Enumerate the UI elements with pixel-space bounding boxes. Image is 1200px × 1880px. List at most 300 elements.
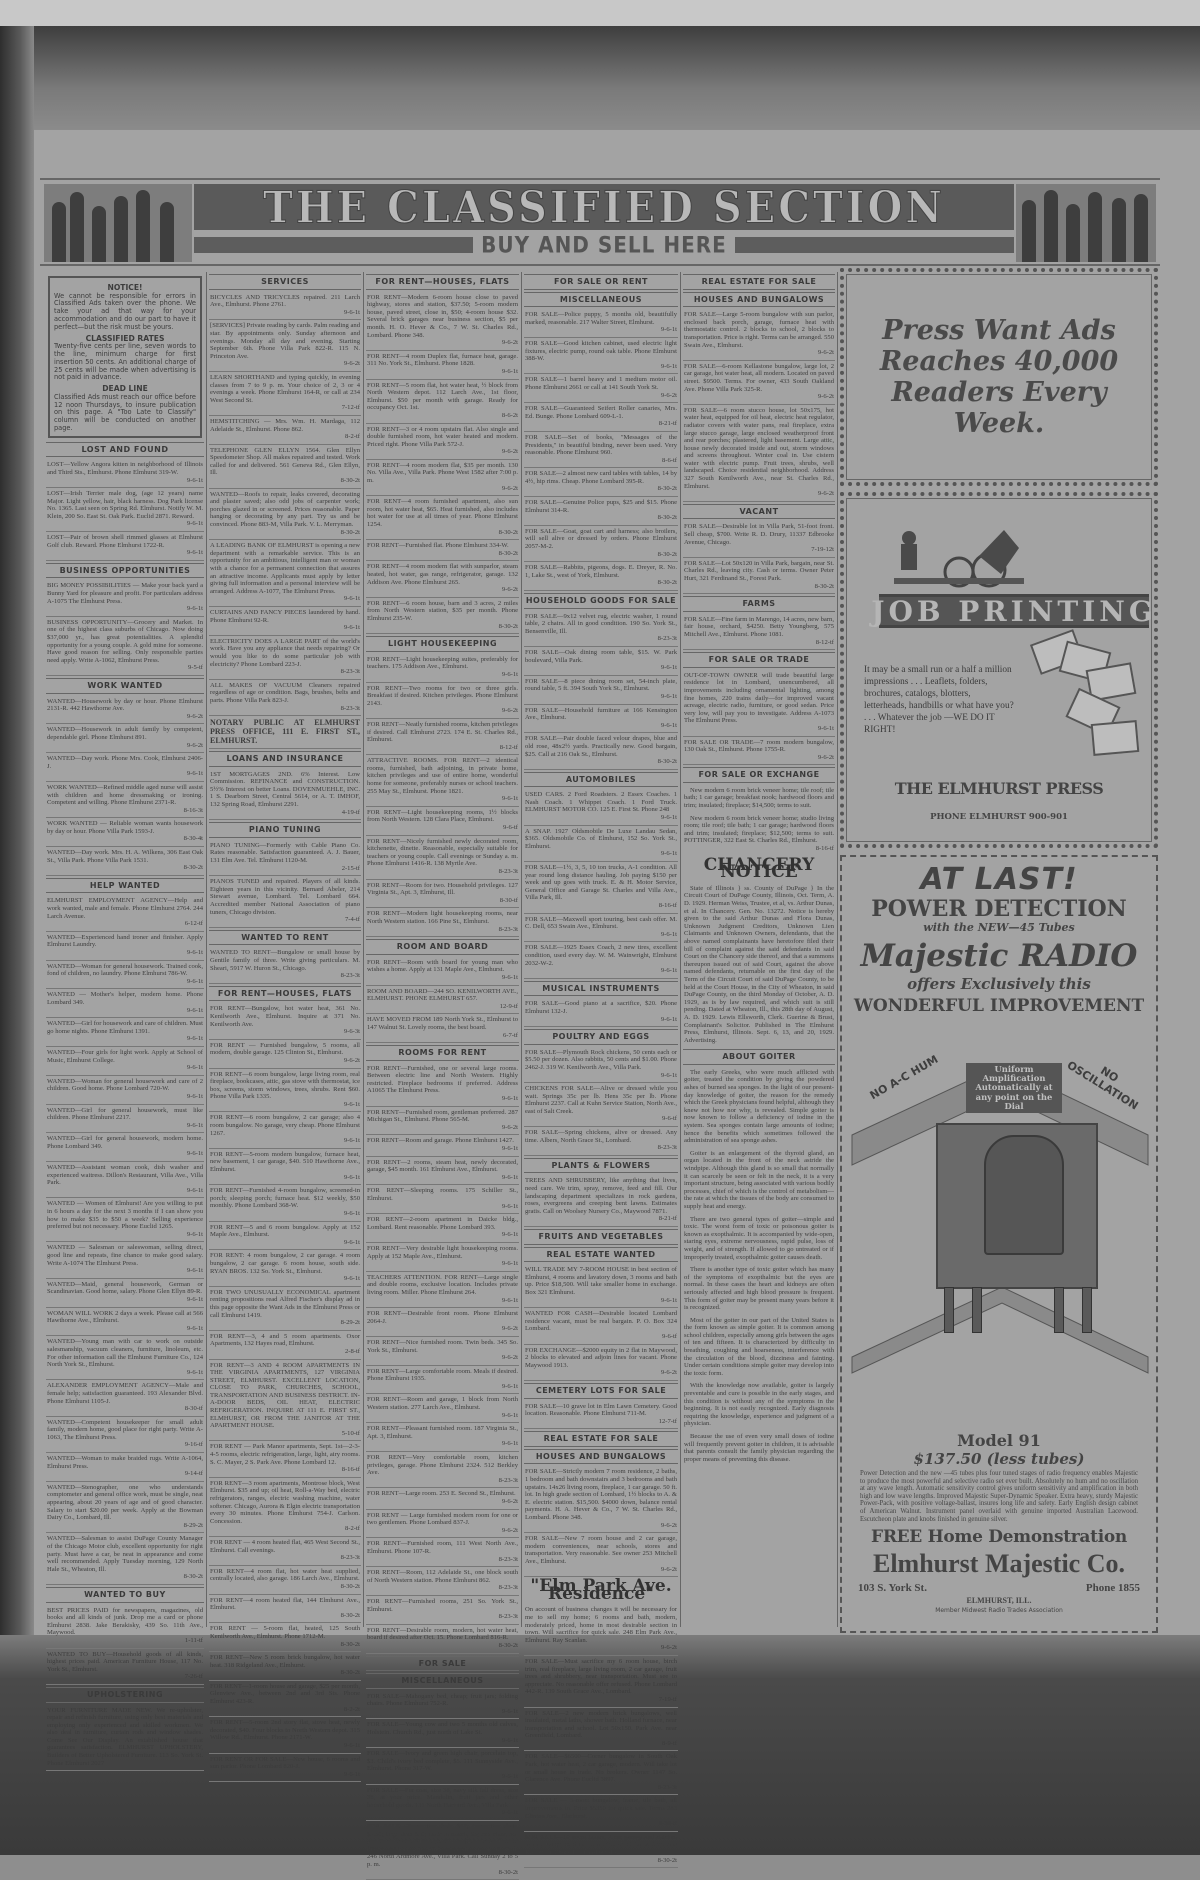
column-2 [209,272,361,1778]
majestic-brand: Majestic RADIO [860,938,1138,974]
ad-run-code: 9-6-1t [186,605,203,613]
ad-text: FOR SALE—Good piano at a sacrifice, $20. Phone Elmhurst 132-J. [525,1000,677,1015]
ad-run-code: 9-6-1t [186,1092,203,1100]
ad-text: FOR SALE—Strictly modern 7 room residence, 2 baths, 1 bedroom and bath downstairs and 3 bedrooms and bath upstairs. 14x26 living room, fireplace, 1 car garage. 50 ft. lot. In high grade section of Lombard, 1½ blocks to A. & E. electric station. $15,500. $4000 down, balance rental payments. H. A. Hever & Co., 7 W. St. Charles Rd., Lombard. Phone 348. [525,1468,677,1522]
ad-run-code: 9-6-1t [186,1064,203,1072]
classified-ad [683,737,835,766]
ad-text: FOR RENT—Furnished rooms, 251 So. York St., Elmhurst. [367,1597,518,1613]
ad-text: WANTED—Woman to make braided rugs. Write A-1064, Elmhurst Press. [47,1455,203,1470]
ad-text: FOR TWO UNUSUALLY ECONOMICAL apartment renting propositions read Alfred Fischer's display ad in this page opposite the Want Ads in the Elmhurst Press or call Elmhurst 1419. [210,1288,360,1319]
ad-run-code: 8-30-2t [183,864,203,872]
ad-text: FOR SALE—Typewriter desk, $12; typewriter chair, $2.50; large desk $20; chair to match, $5; cod chair, $6; gas steam heater, $10; rugs, $12 to $25; picture frames; kitchen cabinet, $10; window screens, etc. R. E. Wall, 246 North Ardmore Ave., Villa Park. Call Sunday 2 to 5 p. m. [367,1823,518,1868]
classified-ad [366,1214,519,1243]
classified-ad [524,1795,678,1831]
section-heading: PLANTS & FLOWERS [524,1158,678,1174]
ad-run-code: 7-19-tf [658,1695,677,1703]
ad-text: FOR RENT—Room and garage, 1 block from North Western station. 277 Larch Ave., Elmhurst. [367,1396,518,1412]
section-heading: PIANO TUNING [209,822,361,838]
ad-text: The early Greeks, who were much afflicted with goiter, treated the condition by giving the powdered ashes of burned sea sponges. In the light of our present-day knowledge of goiter, the reason for the remedy which the Greek physicians found helpful, although they knew not how nor why, is revealed. Simple goiter is now known to follow a deficiency of iodine in the system. Sea sponges contain large amounts of iodine; hence the benefits which sometimes followed the administration of sea sponge ashes. [684,1068,834,1145]
ad-text: FOR SALE—8 piece dining room set, 54-inch plate, round table, 5 ft. 394 South York St., Elmhurst. [525,677,677,693]
classified-ad [209,1441,361,1477]
ad-run-code: 9-6-1t [186,1230,203,1238]
ad-text: WANTED—Experienced hand ironer and finisher. Apply Elmhurst Laundry. [47,933,203,949]
classified-ad [46,724,204,753]
ad-text: BIG MONEY POSSIBILITIES — Make your back yard a Bunny Yard for pleasure and profit. For particulars address A-1075 The Elmhurst Press. [47,582,203,605]
classified-ad [683,1214,835,1265]
ad-run-code: 9-6-1t [186,520,203,528]
radio-illustration [852,1052,1148,1417]
ad-text: FOR RENT—Desirable front room. Phone Elmhurst 2064-J. [367,1310,518,1325]
ad-run-code: 9-6-1t [501,1296,518,1304]
ad-text: FOR RENT — Large furnished modern room for one or two gentlemen. Phone Lombard 837-J. [367,1511,518,1527]
ad-run-code: 12-9-tf [499,1002,518,1010]
ad-run-code: 8-30-tf [499,896,518,904]
classified-ad [524,403,678,432]
classified-ad [524,338,678,374]
classified-ad [366,1272,519,1308]
ad-text: FOR RENT—Nice furnished room. Twin beds. 345 So. York St., Elmhurst. [367,1338,518,1354]
ad-text: WANTED—Stenographer, one who understands comptometer and general office work, must be single, neat appearing, about 20 years of age and of good character. Salary to start $20.00 per week. Apply at the Bowman Dairy Co., Lombard, Ill. [47,1483,203,1522]
ad-run-code: 7-4-tf [344,916,360,924]
ad-run-code: 8-23-3t [498,1555,518,1563]
ad-text: FOR RENT—4 room flat, hot water heat supplied, centrally located, also garage. 186 Larch Ave., Elmhurst. [210,1567,360,1583]
classified-ad [46,782,204,818]
ad-text: FOR RENT — Furnished bungalow, 5 rooms, all modern, double garage. 125 Clinton St., Elmhurst. [210,1041,360,1057]
classified-ad [209,1112,361,1148]
figures-illustration-left [44,184,192,262]
ad-run-code: 6-12-tf [184,920,203,928]
classified-ad [46,818,204,847]
ad-text: WANTED—Housework in adult family by competent, dependable girl. Phone Elmhurst 891. [47,726,203,741]
ad-text: FOR RENT—6 room house, barn and 3 acres, 2 miles from North Western station, $35 per month. Phone Elmhurst 235-W. [367,599,518,622]
classified-ad [209,1149,361,1185]
classified-ad [46,753,204,782]
classified-ad [209,840,361,876]
ad-text: FOR RENT—Furnished flat. Phone Elmhurst 334-W. [367,542,509,550]
ad-text: FOR RENT—6 room bungalow, large living room, real fireplace, bookcases, attic, gas stove with thermostat, ice box, screens, storm windows, trees, shrubs. Rent $60. Phone Villa Park 1335. [210,1070,360,1101]
ad-run-code: 9-6-1t [660,1296,677,1304]
ad-run-code: 9-6-1t [501,1736,518,1744]
classified-ad [366,1185,519,1214]
ad-text: YOUR FURNITURE MADE NEW. We re-upholster, repair and refinish furniture, using only best materials and employing only experienced and skilled workmen. We also deal in furniture, curtain rods and window shades. Come See Our Display. An established house that guarantees satisfaction. ELMHURST UPHOLSTERY, Builders of Better Upholstered Furniture. 113 So. York St. Phone Elmhurst 2027 [47,1706,203,1767]
ad-text: ATTRACTIVE ROOMS. FOR RENT—2 identical rooms, furnished, bath adjoining, in private home, kitchen privileges and use of entire home, wonderful home for someone, preferably nurses or school teachers. 255 May St., Elmhurst. Phone 1821. [367,757,518,795]
classified-ad [366,654,519,683]
ad-run-code: 8-29-2t [183,1521,203,1529]
classified-ad [46,459,204,488]
ad-run-code: 9-6-2t [501,707,518,715]
ad-text: FOR SALE—Pair double faced velour drapes, blue and old rose, 48x2½ yards. Practically new. Good bargain, $25. Call at 216 Oak St., Elmhurst. [525,735,677,758]
masthead-title-box [194,181,1014,233]
classified-ad [524,1308,678,1344]
classified-ad [46,1047,204,1076]
ad-text: FOR SALE—6-room Kellastone bungalow, large lot, 2 car garage, hot water heat, all modern. Located on paved street. $9500. Terms. For owner, 433 South Oakland Ave. Phone Villa Park 325-R. [684,362,834,393]
ad-text: FOR SALE—2 almost new card tables with tables, 14 by 4½, hip rims. Cheap. Phone Lombard 395-R. [525,470,677,485]
ad-run-code: 9-6-1t [501,1707,518,1715]
ad-run-code: 8-30-2t [340,1582,360,1590]
section-heading: BUSINESS OPPORTUNITIES [46,563,204,579]
ad-text: HEMSTITCHING — Mrs. Wm. H. Mardaga, 112 Adelaide St., Elmhurst. Phone 862. [210,417,360,433]
ad-text: Because the use of even very small doses of iodine will frequently prevent goiter in children, it is advisable that parents consult the family physician regarding the proper means of preventing this disease. [684,1433,834,1463]
ad-run-code: 12-7-tf [658,1417,677,1425]
ad-text: FOR RENT—Furnished, one or several large rooms. Between electric line and North Western. Highly restricted. Fireplace bedrooms if preferred. Address A1065 The Elmhurst Press. [367,1064,518,1095]
ad-text: State of Illinois } ss. County of DuPage } In the Circuit Court of DuPage County, Illinois, Oct. Term, A. D. 1929. Herman Weiss, Trustee, et al, vs. Arthur Dunas, et al. In Chancery. Gen. No. 13272. Notice is hereby given to the said Arthur Dunas and Flora Dunas, Unknown Judgment Creditors, Unknown Lien Claimants and Unknown Owners, defendants, that the above named complainants have heretofore filed their bill of complaint against the said defendants in said Court on the Chancery side thereof, and that a summons thereupon issued out of said Court, against the above named defendants, returnable on the first day of the Term of the Circuit Court of said DuPage County, to be held at the Court House, in the City of Wheaton, in said DuPage County, on the third Monday of October, A. D. 1929, as is by law required, and which suit is still pending. Dated at Wheaton, Ill., this 28th day of August, A. D. 1929. Lewis Ellsworth, Clerk. Guerine & Brust, Complainant's Solicitor. Published in The Elmhurst Press, Elmhurst, Illinois. Sept. 6, 13, and 20, 1929. Advertising. [684,884,834,1044]
dealer-membership: Member Midwest Radio Trades Association [935,1607,1063,1615]
classified-ad [209,1003,361,1039]
ad-text: TEACHERS ATTENTION. FOR RENT—Large single and double rooms, exclusive location. Includes private living room. Miller. Phone Elmhurst 264. [367,1273,518,1296]
section-heading: FRUITS AND VEGETABLES [524,1229,678,1245]
ad-text: FOR RENT—Room for two. Household privileges. 127 Virginia St., Apt. 3, Elmhurst, Ill. [367,881,518,897]
classified-ad [366,540,519,561]
ad-run-code: 8-21-tf [658,420,677,428]
ad-run-code: 8-23-3t [498,1584,518,1592]
ad-text: FOR SALE—6 room stucco house, lot 50x175, hot water heat, equipped for oil heat, electric heat regulator, radiator covers with water pans, real fireplace, extra large stucco garage, large enclosed weatherproof front and rear porches; plastered, light basement. Large attic, house newly decorated inside and out, storm windows and screens throughout. Winter coal in. Use cistern water with electric pump. Fruit trees, shrubs, well landscaped. Choice residential neighborhood. Address 327 South Kenilworth Ave., near St. Charles Rd., Elmhurst. [684,406,834,490]
ad-text: FOR SALE—Rabbits, pigeons, dogs. E. Dreyer, R. No. 1, Lake St., west of York, Elmhurst. [525,564,677,579]
ad-text: FOR RENT—2-room apartment in Daicke bldg., Lombard. Rent reasonable. Phone Lombard 393. [367,1216,518,1231]
ad-text: FOR RENT—Modern 6-room house close to paved highway, stores and station, $37.50; 5-room modern house, paved street, close in, $50; 4-room house $32. Several brick garages near business section, $5 per month. H. O. Hever & Co., 7 W. St. Charles Rd., Lombard. Phone 348. [367,293,518,339]
ad-run-code: 9-6-1t [186,1267,203,1275]
ad-run-code: 8-6-tf [661,456,677,464]
classified-ad [209,947,361,983]
ad-text: FOR RENT—Modern light housekeeping rooms, near North Western station. 166 Pine St., Elmhurst. [367,910,518,925]
ad-text: PIANO TUNING—Formerly with Cable Piano Co. Rates reasonable. Satisfaction guaranteed. A. J. Bauer, 131 Elm Ave. Tel. Elmhurst 1120-M. [210,841,360,865]
radio-cabinet [936,1123,1098,1289]
ad-improvement-line: WONDERFUL IMPROVEMENT [853,996,1145,1016]
ad-offers-line: offers Exclusively this [907,975,1091,993]
ad-run-code: 8-23-3t [498,1476,518,1484]
ad-text: FOR RENT—Large comfortable room. Meals if desired. Phone Elmhurst 1935. [367,1367,518,1383]
classified-ad [524,1175,678,1227]
section-heading: HELP WANTED [46,878,204,894]
ad-run-code: 8-30-2t [340,1611,360,1619]
ad-text: FOR RENT—Furnished 4-room bungalow, screened-in porch; sleeping porch; furnace heat. $12 weekly, $50 monthly. Phone Lombard 368-W. [210,1187,360,1210]
ad-run-code: 9-6-1t [343,1173,360,1181]
ad-run-code: 1-11-tf [184,1636,203,1644]
classified-ad [683,1264,835,1315]
promo-line: Readers Every [891,377,1107,408]
classified-ad [524,1656,678,1708]
classified-ad [366,1157,519,1186]
ad-run-code: 9-6-2t [501,1325,518,1333]
ad-text: TREES AND SHRUBBERY, like anything that lives, need care. We trim, spray, remove, feed and fill. Our landscaping department specializes in rock gardens, roses, evergreens and creeping bent lawns. Estimates gratis. Call on Woolsey Nursery Co., Maywood 7871. [525,1177,677,1215]
ad-text: [SERVICES] Private reading by cards. Palm reading and star. By appointments only. Sunday afternoon and evenings. Monday all day and evening. Starting September 6th. Phone Villa Park 822-R. 115 N. Princeton Ave. [210,322,360,360]
classified-ad [524,1832,678,1868]
ad-run-code: 9-6-1t [501,1411,518,1419]
classified-ad [366,1488,519,1509]
section-heading: WANTED TO RENT [209,930,361,946]
classified-ad [209,607,361,636]
ad-text: FOR SALE—Lot 50x120 in Villa Park, bargain, near St. Charles Rd., leaving city. Cash or terms. Owner Peter Hurt, 321 Ferdinand St., Forest Park. [684,559,834,582]
ad-run-code: 9-6-2t [817,349,834,357]
classified-ad [46,989,204,1018]
classified-ad [46,895,204,931]
ad-run-code: 9-6-1t [186,476,203,484]
classified-ad [524,998,678,1027]
ad-text: A SNAP. 1927 Oldsmobile De Luxe Landau Sedan, $365. Oldsmobile Co. of Elmhurst, 152 So. York St., Elmhurst. [525,827,677,850]
ad-run-code: 9-6-1t [186,1186,203,1194]
majestic-radio-ad [840,855,1158,1633]
ad-run-code: 9-6-1t [343,1742,360,1750]
ad-text: FOR SALE—Must sacrifice my 6 room house, birch trim, real fireplace, large living room, 2 car garage, fruit trees and shrubbery, near transportation. Must see to appreciate. No reasonable offer refused. Phone Lombard 442-R. 139 South Grace Ave., Lombard. [525,1657,677,1696]
scan-margin-top [0,0,1200,26]
section-heading: HOUSES AND BUNGALOWS [524,1449,678,1465]
classified-ad [524,942,678,978]
classified-ad [209,1069,361,1113]
ad-run-code: 4-19-tf [341,808,360,816]
classified-ad [46,1133,204,1162]
column-5 [683,272,835,1632]
classified-ad [366,836,519,880]
uniform-amplification-box: Uniform Amplification Automatically at any point on the Dial [966,1063,1062,1113]
ad-run-code: 8-29-2t [340,1319,360,1327]
ad-text: FOR SALE—Police puppy, 5 months old, beautifully marked, reasonable. 217 Walter Street, Elmhurst. [525,311,677,326]
classified-ad [46,1649,204,1685]
classified-ad [46,1453,204,1482]
ad-text: WANTED — Mother's helper, modern home. Phone Lombard 349. [47,991,203,1006]
ad-text: FOR SALE—Maxwell sport touring, best cash offer. M. C. Dell, 653 Swain Ave., Elmhurst. [525,915,677,931]
classified-ad [209,1287,361,1331]
ad-run-code: 8-16-tf [341,1466,360,1474]
ad-text: CURTAINS AND FANCY PIECES laundered by hand. Phone Elmhurst 92-R. [210,608,360,624]
model-price: $137.50 (less tubes) [913,1450,1085,1468]
section-heading: ROOMS FOR RENT [366,1045,519,1061]
classified-ad [46,1482,204,1534]
section-heading: FOR SALE OR EXCHANGE [683,767,835,783]
classified-ad [366,1243,519,1272]
ad-run-code: 9-6-1t [660,362,677,370]
section-heading: AUTOMOBILES [524,772,678,788]
section-heading: FOR SALE OR TRADE [683,652,835,668]
ad-run-code: 9-6-1t [501,1145,518,1153]
section-heading: FOR RENT—HOUSES, FLATS [366,274,519,290]
classified-ad [209,636,361,680]
classified-ad [209,1754,361,1783]
notice-text: We cannot be responsible for errors in Classified Ads taken over the phone. We take your ad that way for your accommodation and do our part to have it perfect—but the risk must be yours. [54,291,196,331]
ad-text: FOR RENT—3, 4 and 5 room apartments. Oxor Apartments, 132 Hayes road, Elmhurst. [210,1332,360,1348]
ad-text: FOR SALE—1925 Essex Coach, 2 new tires, excellent condition, used every day. W. M. Wainwright, Elmhurst 2032-W-2. [525,944,677,967]
ad-text: FOR RENT—Light housekeeping rooms, 1½ blocks from North Western. 128 Clara Place, Elmhurst. [367,808,518,824]
ad-run-code: 8-30-2t [498,1641,518,1649]
classified-ad [366,351,519,380]
classified-ad [366,683,519,719]
ad-run-code: 9-6-1t [660,1071,677,1079]
classified-ad [366,1107,519,1136]
ad-text: ALL MAKES OF VACUUM Cleaners repaired regardless of age or condition. Bags, brushes, belts and parts. Phone Villa Park 823-J. [210,681,360,704]
model-description: Power Detection and the new —45 tubes plus four tuned stages of radio frequency enables Majestic to produce the most powerful and selective radio set ever built. Absolutely no hum and no oscillation at any wave length. Automatic sensitivity control gives uniform sensitivity and amplification in both high and low wave lengths. Improved Majestic Super-Dynamic Speaker. Extra heavy, sturdy Majestic Power-Pack, with positive voltage-ballast, insures long life and safety. Early English design cabinet of American Walnut. Instrument panel overlaid with genuine imported Australian Lacewood. Escutcheon plate and knobs finished in genuine silver. [860,1470,1138,1523]
section-heading: WANTED TO BUY [46,1587,204,1603]
ad-run-code: 9-6-2t [501,339,518,347]
ad-text: FOR RENT—4 room modern flat with sunparlor, steam heated, hot water, gas range, refrigerator, garage. 132 Addison Ave. Phone Elmhurst 265. [367,563,518,586]
classified-ad [366,1366,519,1395]
classified-ad [366,1596,519,1625]
ad-run-code: 8-30-2t [657,758,677,766]
ad-run-code: 8-30-4t [183,835,203,843]
ad-run-code: 9-6-1t [186,1121,203,1129]
ad-text: WANTED—Girl for housework and care of children. Must go home nights. Phone Elmhurst 1391. [47,1020,204,1035]
ad-run-code: 8-2-tf [344,433,360,441]
ad-run-code: 9-6-1t [660,1015,677,1023]
ad-run-code: 8-23-3t [498,868,518,875]
ad-run-code: 9-16-tf [184,1441,203,1449]
ad-text: FOR SALE—Genuine Police pups, $25 and $15. Phone Elmhurst 314-R. [525,499,677,514]
classified-ad [524,1264,678,1308]
classified-ad [209,680,361,716]
column-1 [46,272,204,1767]
classified-ad [366,496,519,540]
classified-ad [524,676,678,705]
classified-ad [366,598,519,634]
classified-ad [209,716,361,749]
ad-run-code: 9-6-1t [343,1238,360,1246]
ad-text: WANTED—Roofs to repair, leaks covered, decorating and plaster saved; also odd jobs of carpenter work; porches glazed in or screened. Prices reasonable. Paper hanging or decorating by any part. Try us and be convinced. Phone 883-M, Villa Park. V. L. Merryman. [210,490,360,529]
ad-text: FOR SALE—10 room house, 2 car garage and chicken house. Large garden. Lots 82x125 at Villa Ave. and Roosevelt. Phone Lombard 869-L-2. [525,1833,677,1856]
ad-text: With the knowledge now available, goiter is largely preventable and cure is possible in the early stages, and this condition is without any of the symptoms in the beginning. It is not easily recognized. Early diagnosis requiring the knowledge, experience and judgment of a physician. [684,1382,834,1428]
ad-text: WANTED—Four girls for light work. Apply at School of Music, Elmhurst College. [47,1048,203,1064]
classified-ad [683,670,835,737]
ad-run-code: 9-6-1t [501,1440,518,1448]
ad-text: FOR RENT—Pleasant furnished room. 187 Virginia St., Apt. 3, Elmhurst. [367,1425,518,1440]
ad-run-code: 9-6-1t [186,1006,203,1014]
classified-ad [683,1067,835,1148]
ad-run-code: 9-6-1t [660,814,677,822]
classified-ad [209,1681,361,1717]
ad-run-code: 9-6-1t [501,1202,518,1210]
notice-box [48,276,202,438]
ad-text: FOR SALE—New 7 room house and 2 car garage, modern conveniences, near schools, stores and transportation. Very reasonable. See owner 253 Mitchell Ave., Elmhurst. [525,1535,677,1565]
ad-text: New modern 6 room brick veneer home; studio living room; tile roof; tile bath; 1 car garage; hardwood floors and trim; insulated; fireplace; $12,500; terms to suit. POTTINGER, 322 East St. Charles Rd., Elmhurst. [684,814,834,845]
ad-text: FOR SALE—Desirable lot in Villa Park, 51-foot front. Sell cheap, $700. Write R. D. Drury, 11337 Edbrooke Avenue, Chicago. [684,523,834,546]
ad-run-code: 9-6-1t [501,973,518,981]
ad-run-code: 9-6-tf [661,1115,677,1123]
ad-text: FOR SALE—$6500—Corner bungalow in South Oak Park, hot water heat, 2 car garage, modern. Will take lot or small house in trade. No brokers. Owner 1147 So. Clarence Ave. Phone Euclid 3897. [525,1753,677,1784]
ad-run-code: 9-6-2t [501,484,518,492]
column-rule [363,272,364,1627]
classified-ad [524,526,678,562]
ad-run-code: 9-6-2t [501,1354,518,1362]
section-heading: REAL ESTATE FOR SALE [524,1431,678,1447]
ad-text: WANTED TO RENT—Bungalow or small house by Gentile family of three. Write giving particulars. M. Sheari, 5917 W. Huron St., Chicago. [210,949,360,972]
ad-run-code: 9-6-1t [660,326,677,334]
ad-run-code: 8-23-3t [340,704,360,712]
ad-headline: AT LAST! [920,862,1078,897]
ad-run-code: 9-6-1t [660,850,677,858]
ad-text: FOR RENT—4 room heated flat, 144 Elmhurst Ave., Elmhurst. [210,1596,360,1612]
ad-text: FOR SALE—Guaranteed Seifert Roller canaries, Mrs. Ed. Bunge. Phone Lombard 609-L-1. [525,405,677,420]
ad-run-code: 7-26-tf [184,1673,203,1681]
want-ads-promo [840,268,1158,486]
classified-ad [366,1135,519,1156]
dealer-phone: Phone 1855 [1085,1582,1140,1595]
ad-run-code: 8-30-2t [657,485,677,493]
ad-text: FOR RENT—Room, 112 Adelaide St., one block south of North Western station. Phone Elmhurst 862. [367,1569,518,1584]
ad-text: LOST—Pair of brown shell rimmed glasses at Elmhurst Golf club. Reward. Phone Elmhurst 1722-R. [47,534,203,549]
classified-ad [366,1785,519,1821]
classified-ad [524,309,678,338]
ad-text: FOR SALE—Household furniture at 166 Kensington Ave., Elmhurst. [525,706,677,722]
ad-text: A LEADING BANK OF ELMHURST is opening a new department with a remarkable service. This is an opportunity for an ambitious, intelligent man or woman with a chance for a permanent connection that assures an attractive income. Applicants must apply by letter giving full information and a personal interview will be arranged. Address A-1077, The Elmhurst Press. [210,542,360,595]
ad-run-code: 8-30-2t [340,1669,360,1677]
ad-run-code: 9-6-1t [817,724,834,732]
ad-text: FOR RENT—Furnished room, 111 West North Ave., Elmhurst. Phone 107-R. [367,1540,518,1555]
classified-ad [209,1040,361,1069]
ad-text: New modern 6 room brick veneer home; tile roof; tile bath; 1 car garage; breakfast nook; hardwood floors and trim; insulated; fireplace; $14,500; terms to suit. [684,786,834,810]
model-info [842,1431,1156,1614]
classified-ad [683,1148,835,1214]
ad-run-code: 9-6-2t [501,586,518,594]
section-heading: WORK WANTED [46,678,204,694]
ad-run-code: 2-15-tf [341,864,360,872]
printed-matter-illustration [1030,636,1148,766]
classified-ad [209,416,361,445]
classified-ad [46,1308,204,1337]
masthead-subtitle-band [194,231,1014,259]
ad-text: FOR SALE OR TRADE—7 room modern bungalow, 130 Oak St., Elmhurst. Phone 1755-R. [684,738,834,754]
ad-run-code: 9-6-1t [186,770,203,778]
ad-run-code: 9-6-2t [501,1526,518,1534]
classified-ad [524,611,678,647]
ad-text: FOR RENT—5 room flat, hot water heat, ½ block from North Western depot. 112 Larch Ave., 1st floor, Elmhurst. $50 per month with garage. Ready for occupancy Oct. 1st. [367,381,518,412]
ad-power-detection: POWER DETECTION [871,896,1127,922]
ad-run-code: 8-30-2t [814,582,834,590]
ad-run-code: 8-23-3t [657,1783,677,1791]
classified-ad [683,1380,835,1431]
rates-title: CLASSIFIED RATES [85,333,165,343]
figures-illustration-right [1016,184,1156,262]
classified-ad [683,405,835,502]
ad-run-code: 9-6-3t [343,1028,360,1036]
ad-run-code: 2-8-tf [344,1347,360,1355]
section-heading: HOUSEHOLD GOODS FOR SALE [524,593,678,609]
ad-text: WANTED—Young man with car to work on outside salesmanship, vacuum cleaners, furniture, linoleum, etc. For other information call the Elmhurst Furniture Co., 124 North York St., Elmhurst. [47,1338,203,1369]
ad-run-code: 9-14-tf [184,1470,203,1478]
ad-run-code: 9-6-tf [502,824,518,832]
ad-run-code: 8-30-tf [658,1820,677,1828]
classified-ad [683,813,835,856]
ad-text: CHICKENS FOR SALE—Alive or dressed while you wait. Springs 35c per lb. Hens 35c per lb. Phone Elmhurst 2237. Call at Kuhn Service Station, North Ave., east of Salt Creek. [525,1085,677,1115]
ad-run-code: 9-6-1t [501,1095,518,1103]
ad-run-code: 9-6-1t [501,1773,518,1781]
section-heading: HOUSES AND BUNGALOWS [683,292,835,308]
ad-text: FOR RENT—Room with board for young man who wishes a home. Apply at 131 Maple Ave., Elmhurst. [367,958,518,974]
classified-ad [209,1222,361,1251]
ad-text: NOTARY PUBLIC AT ELMHURST PRESS OFFICE, 111 E. FIRST ST., ELMHURST. [210,718,360,746]
ad-text: FOR SALE—Large 5-room bungalow with sun parlor, enclosed back porch, garage, furnace heat with thermostatic control. 2 blocks to school, 2 blocks to transportation. Price is right. Terms can be arranged. 550 Swain Ave., Elmhurst. [684,311,834,349]
classified-ad [366,380,519,424]
ad-text: FOR RENT—3 or 4 room upstairs flat. Also single and double furnished room, hot water heated and modern. Priced right. Phone Villa Park 572-J. [367,425,518,448]
ad-run-code: 9-6-1t [343,1275,360,1283]
ad-text: FOR RENT—Bungalow, hot water heat, 361 No. Kenilworth Ave., Elmhurst. Inquire at 371 No. Kenilworth Ave. [210,1005,360,1028]
ad-text: WANTED TO BUY—Household goods of all kinds, highest prices paid. American Furniture House, 117 No. York St., Elmhurst. [47,1650,203,1673]
ad-text: FOR RENT—Light housekeeping suites, preferably for teachers. 175 Addison Ave., Elmhurst. [367,655,518,671]
ad-run-code: 8-23-3t [498,925,518,933]
ad-run-code: 8-23-3t [340,1554,360,1562]
ad-run-code: 9-6-1t [501,1809,518,1817]
section-heading: CHANCERY NOTICE [703,854,815,883]
classified-ad [524,497,678,526]
ad-run-code: 8-9-tf [661,1739,677,1747]
ad-text: FOR RENT—4 room furnished apartment, also sun room, hot water heat, $65. Heat furnished, also includes hot water for use at all times of year. Phone Elmhurst 1254. [367,498,518,529]
classified-ad [209,1250,361,1286]
ad-run-code: 8-30-2t [340,528,360,536]
classified-ad [46,1417,204,1453]
ad-run-code: 8-30-2t [657,1856,677,1864]
ad-run-code: 9-6-1t [501,1260,518,1268]
section-heading: LIGHT HOUSEKEEPING [366,636,519,652]
classified-ad [209,769,361,821]
section-heading: REAL ESTATE WANTED [524,1247,678,1263]
classified-ad [46,1242,204,1278]
classified-ad [46,1198,204,1242]
ad-run-code: 8-23-3t [657,635,677,643]
